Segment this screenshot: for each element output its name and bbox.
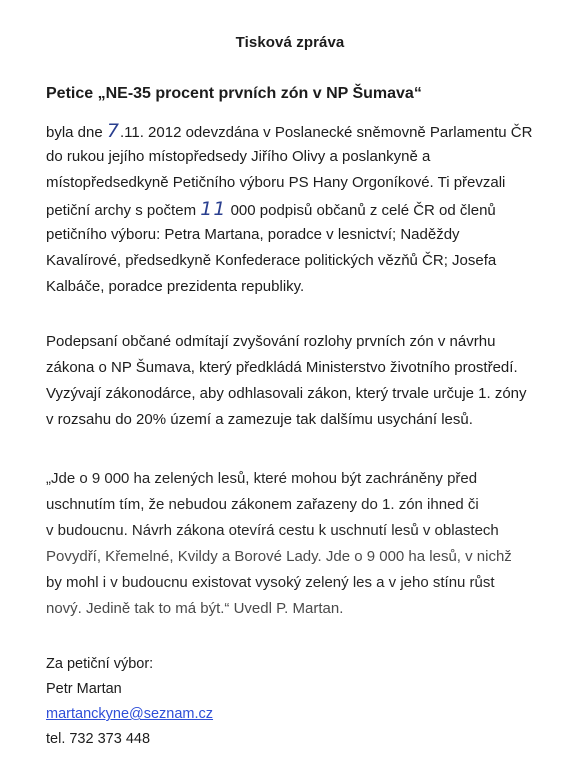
signature-email-row: [46, 702, 446, 727]
paragraph-line: Kavalírové, předsedkyně Konfederace politických vězňů ČR; Josefa: [46, 252, 497, 269]
paragraph-line: petičního výboru: Petra Martana, poradce v lesnictví; Naděždy: [46, 226, 460, 243]
line-text: 000 podpisů občanů z celé ČR od členů: [226, 202, 496, 219]
signature-phone: tel. 732 373 448: [46, 731, 151, 747]
paragraph-line: Kalbáče, poradce prezidenta republiky.: [46, 278, 305, 295]
signature-name: Petr Martan: [46, 681, 122, 697]
paragraph-line: v rozsahu do 20% území a zamezuje tak dalšímu usychání lesů.: [46, 411, 473, 428]
paragraph-submission: [46, 118, 566, 300]
line-text: .11. 2012 odevzdána v Poslanecké sněmovně Parlamentu ČR: [119, 124, 533, 141]
email-link[interactable]: martanckyne@seznam.cz: [46, 706, 214, 722]
signature-block: [46, 652, 446, 752]
paragraph-line: „Jde o 9 000 ha zelených lesů, které mohou být zachráněny před: [46, 470, 478, 487]
paragraph-line: by mohl i v budoucnu existovat vysoký zelený les a v jeho stínu růst: [46, 574, 495, 591]
paragraph-line: nový. Jedině tak to má být.“ Uvedl P. Martan.: [46, 600, 344, 617]
signature-label: Za petiční výbor:: [46, 656, 154, 672]
paragraph-line: místopředsedkyně Petičního výboru PS Hany Orgoníkové. Ti převzali: [46, 174, 506, 191]
line-text: byla dne: [46, 124, 107, 141]
paragraph-demands: [46, 329, 566, 433]
paragraph-line: do rukou jejího místopředsedy Jiřího Olivy a poslankyně a: [46, 148, 431, 165]
handwritten-day: 7: [106, 120, 120, 142]
paragraph-line: zákona o NP Šumava, který předkládá Ministerstvo životního prostředí.: [46, 359, 518, 376]
paragraph-line: Vyzývají zákonodárce, aby odhlasovali zákon, který trvale určuje 1. zóny: [46, 385, 527, 402]
paragraph-line: Podepsaní občané odmítají zvyšování rozlohy prvních zón v návrhu: [46, 333, 496, 350]
petition-heading: Petice „NE-35 procent prvních zón v NP Šumava“: [46, 85, 422, 102]
document-title: Tisková zpráva: [235, 34, 345, 51]
handwritten-count: 11: [200, 198, 227, 220]
paragraph-line: [46, 196, 566, 222]
paragraph-line: uschnutím tím, že nebudou zákonem zařazeny do 1. zón ihned či: [46, 496, 479, 513]
paragraph-quote: [46, 466, 566, 622]
paragraph-line: [46, 118, 566, 144]
paragraph-line: v budoucnu. Návrh zákona otevírá cestu k uschnutí lesů v oblastech: [46, 522, 499, 539]
paragraph-line: Povydří, Křemelné, Kvildy a Borové Lady. Jde o 9 000 ha lesů, v nichž: [46, 548, 512, 565]
line-text: petiční archy s počtem: [46, 202, 201, 219]
